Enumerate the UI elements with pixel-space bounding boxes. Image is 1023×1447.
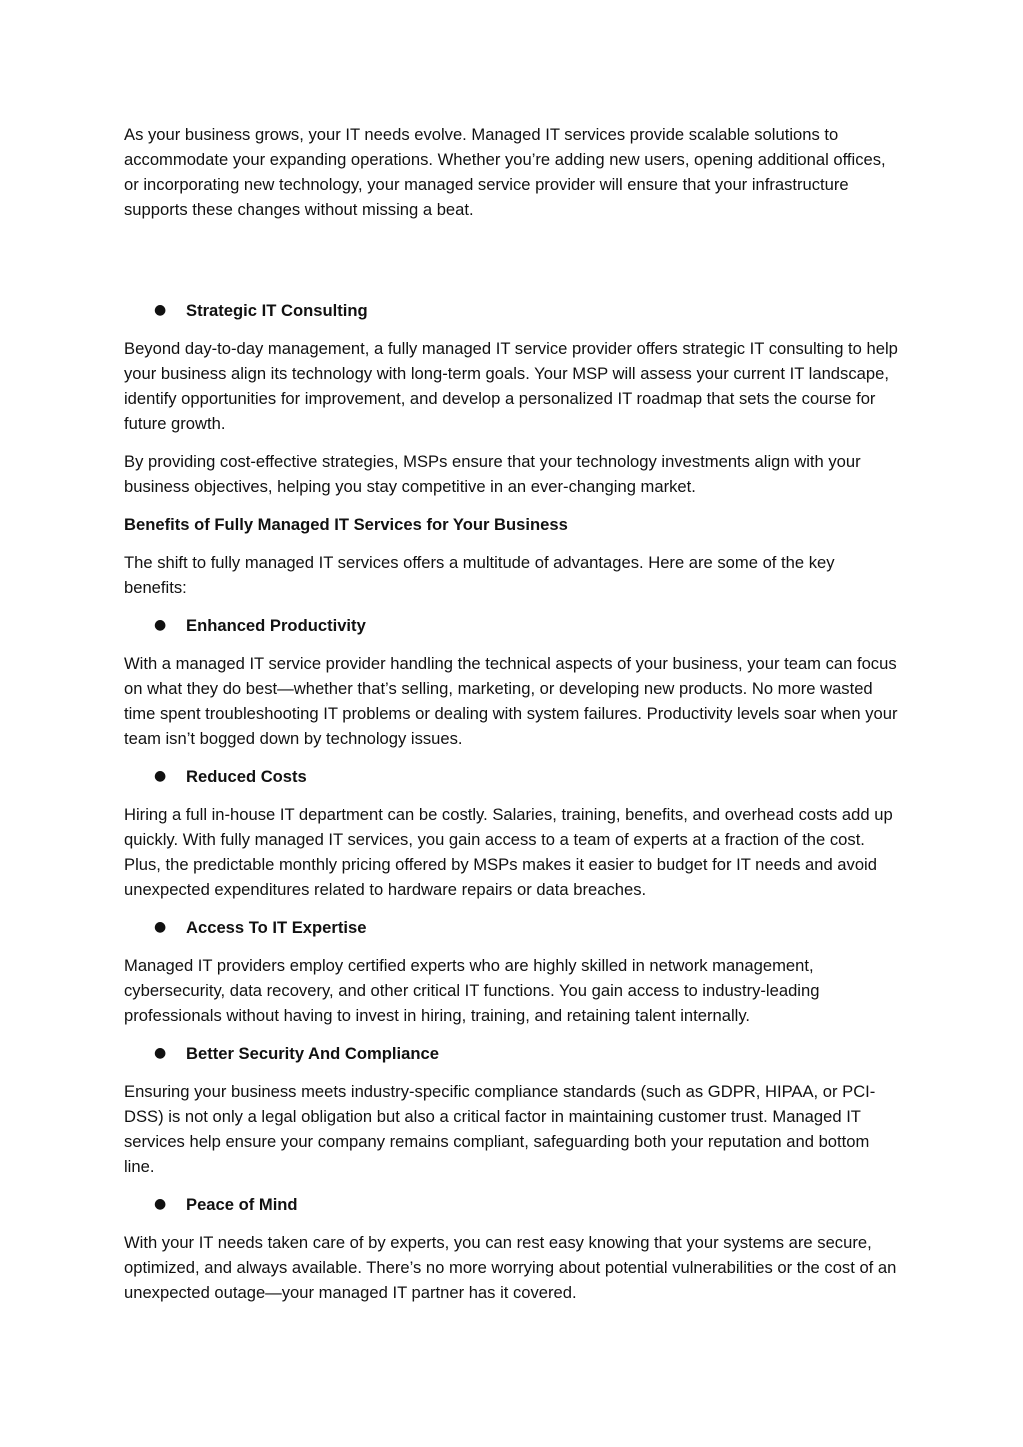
bullet-peace-of-mind: [124, 1192, 900, 1217]
bullet-dot-icon: ●: [154, 1045, 167, 1061]
document-page: [124, 122, 900, 1305]
bullet-dot-icon: ●: [154, 919, 167, 935]
strategic-paragraph-1: Beyond day-to-day management, a fully managed IT service provider offers strategic IT consulting to help your business align its technology with long-term goals. Your MSP will assess your current IT landscape, identify opportunities for improvement, and develop a personalized IT roadmap that sets the course for future growth.: [124, 339, 898, 433]
expertise-paragraph: Managed IT providers employ certified experts who are highly skilled in network management, cybersecurity, data recovery, and other critical IT functions. You gain access to industry-leading professionals without having to invest in hiring, training, and retaining talent internally.: [124, 956, 820, 1025]
peace-paragraph: With your IT needs taken care of by experts, you can rest easy knowing that your systems are secure, optimized, and always available. There’s no more worrying about potential vulnerabilities or the cost of an unexpected outage—your managed IT partner has it covered.: [124, 1233, 897, 1302]
bullet-security-compliance: [124, 1041, 900, 1066]
bullet-title: Enhanced Productivity: [186, 616, 366, 635]
benefits-intro: The shift to fully managed IT services offers a multitude of advantages. Here are some of the key benefits:: [124, 553, 835, 597]
bullet-title: Reduced Costs: [186, 767, 307, 786]
benefits-heading: Benefits of Fully Managed IT Services for Your Business: [124, 515, 568, 534]
bullet-dot-icon: ●: [154, 1196, 167, 1212]
bullet-title: Access To IT Expertise: [186, 918, 367, 937]
security-paragraph: Ensuring your business meets industry-specific compliance standards (such as GDPR, HIPAA, or PCI-DSS) is not only a legal obligation but also a critical factor in maintaining customer trust. Managed IT services help ensure your company remains compliant, safeguarding both your reputation and bottom line.: [124, 1082, 876, 1176]
strategic-paragraph-2: By providing cost-effective strategies, MSPs ensure that your technology investments align with your business objectives, helping you stay competitive in an ever-changing market.: [124, 452, 861, 496]
bullet-strategic-consulting: [124, 298, 900, 323]
bullet-reduced-costs: [124, 764, 900, 789]
bullet-title: Strategic IT Consulting: [186, 301, 368, 320]
costs-paragraph: Hiring a full in-house IT department can be costly. Salaries, training, benefits, and overhead costs add up quickly. With fully managed IT services, you gain access to a team of experts at a fraction of the cost. Plus, the predictable monthly pricing offered by MSPs makes it easier to budget for IT needs and avoid unexpected expenditures related to hardware repairs or data breaches.: [124, 805, 893, 899]
bullet-dot-icon: ●: [154, 302, 167, 318]
bullet-enhanced-productivity: [124, 613, 900, 638]
productivity-paragraph: With a managed IT service provider handling the technical aspects of your business, your team can focus on what they do best—whether that’s selling, marketing, or developing new products. No more wasted time spent troubleshooting IT problems or dealing with system failures. Productivity levels soar when your team isn’t bogged down by technology issues.: [124, 654, 898, 748]
bullet-title: Better Security And Compliance: [186, 1044, 439, 1063]
intro-paragraph: As your business grows, your IT needs evolve. Managed IT services provide scalable solutions to accommodate your expanding operations. Whether you’re adding new users, opening additional offices, or incorporating new technology, your managed service provider will ensure that your infrastructure supports these changes without missing a beat.: [124, 125, 886, 219]
bullet-dot-icon: ●: [154, 617, 167, 633]
bullet-dot-icon: ●: [154, 768, 167, 784]
bullet-it-expertise: [124, 915, 900, 940]
bullet-title: Peace of Mind: [186, 1195, 298, 1214]
